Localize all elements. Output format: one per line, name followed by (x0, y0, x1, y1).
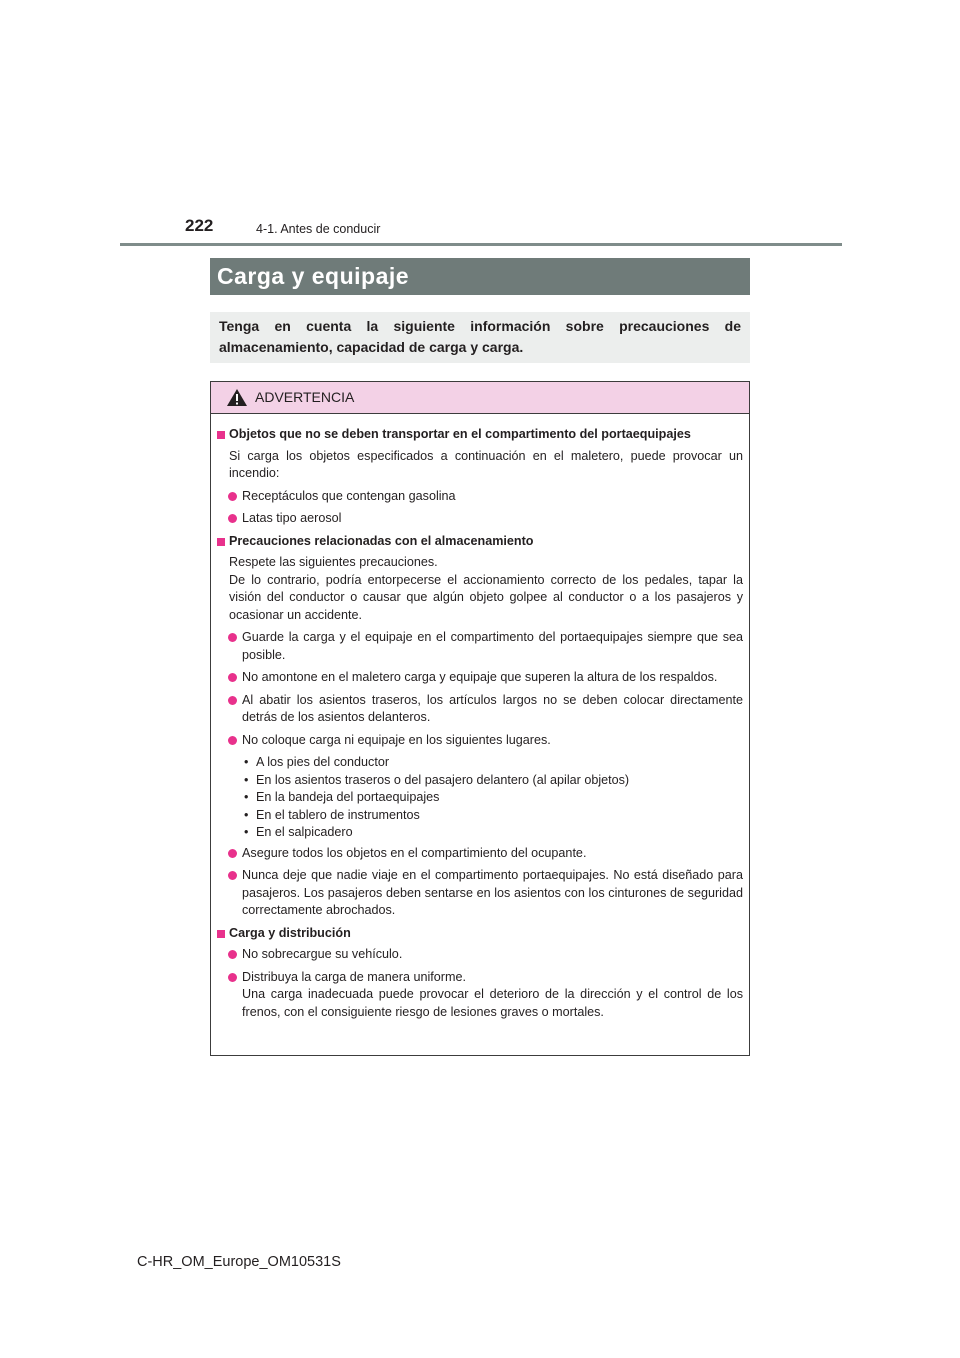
sub-list-item: • En los asientos traseros o del pasajero delantero (al apilar objetos) (242, 772, 743, 790)
section-label: 4-1. Antes de conducir (256, 222, 381, 236)
warning-body (211, 414, 749, 1021)
list-item: Guarde la carga y el equipaje en el compartimento del portaequipajes siempre que sea posible. (217, 629, 743, 664)
section-heading: Objetos que no se deben transportar en el compartimento del portaequipajes (217, 426, 743, 444)
sub-list-item: • En el salpicadero (242, 824, 743, 842)
dot-bullet-icon (228, 973, 237, 982)
warning-box (210, 381, 750, 1056)
section-text: Respete las siguientes precauciones. De lo contrario, podría entorpecerse el accionamiento correcto de los pedales, tapar la visión del conductor o causar que algún objeto golpee al conductor o a los pasajeros y ocasionar un accidente. (229, 555, 743, 622)
square-bullet-icon (217, 930, 225, 938)
dot-bullet-icon (228, 696, 237, 705)
dot-bullet-icon (228, 633, 237, 642)
list-item: No coloque carga ni equipaje en los siguientes lugares. (217, 732, 743, 750)
list-item: Nunca deje que nadie viaje en el compartimento portaequipajes. No está diseñado para pasajeros. Los pasajeros deben sentarse en los asientos con los cinturones de seguridad correctamente abrochados. (217, 867, 743, 920)
dot-bullet-icon (228, 492, 237, 501)
list-item: Asegure todos los objetos en el compartimiento del ocupante. (217, 845, 743, 863)
sub-list (217, 754, 743, 842)
dot-bullet-icon (228, 673, 237, 682)
page-number: 222 (185, 216, 214, 235)
list-item: Distribuya la carga de manera uniforme. Una carga inadecuada puede provocar el deterioro de la dirección y el control de los frenos, con el consiguiente riesgo de lesiones graves o mortales. (217, 969, 743, 1022)
sub-list-item: • En la bandeja del portaequipajes (242, 789, 743, 807)
list-item: No amontone en el maletero carga y equipaje que superen la altura de los respaldos. (217, 669, 743, 687)
intro-box: Tenga en cuenta la siguiente información sobre precauciones de almacenamiento, capacidad de carga y carga. (210, 312, 750, 363)
list-item: Al abatir los asientos traseros, los artículos largos no se deben colocar directamente detrás de los asientos delanteros. (217, 692, 743, 727)
square-bullet-icon (217, 538, 225, 546)
sub-list-item: • En el tablero de instrumentos (242, 807, 743, 825)
dot-bullet-icon (228, 849, 237, 858)
header-rule (120, 243, 842, 246)
dot-bullet-icon (228, 736, 237, 745)
dot-bullet-icon (228, 950, 237, 959)
section-heading: Precauciones relacionadas con el almacenamiento (217, 533, 743, 551)
footer-doc-id: C-HR_OM_Europe_OM10531S (137, 1254, 341, 1270)
page-title: Carga y equipaje (210, 258, 750, 295)
sub-list-item: • A los pies del conductor (242, 754, 743, 772)
list-item: No sobrecargue su vehículo. (217, 946, 743, 964)
warning-header (211, 382, 749, 414)
warning-triangle-icon (226, 388, 248, 412)
section-text: Si carga los objetos especificados a continuación en el maletero, puede provocar un incendio: (229, 448, 743, 480)
list-item: Latas tipo aerosol (217, 510, 743, 528)
warning-title: ADVERTENCIA (255, 389, 355, 405)
list-item: Receptáculos que contengan gasolina (217, 488, 743, 506)
square-bullet-icon (217, 431, 225, 439)
section-heading: Carga y distribución (217, 925, 743, 943)
dot-bullet-icon (228, 514, 237, 523)
dot-bullet-icon (228, 871, 237, 880)
